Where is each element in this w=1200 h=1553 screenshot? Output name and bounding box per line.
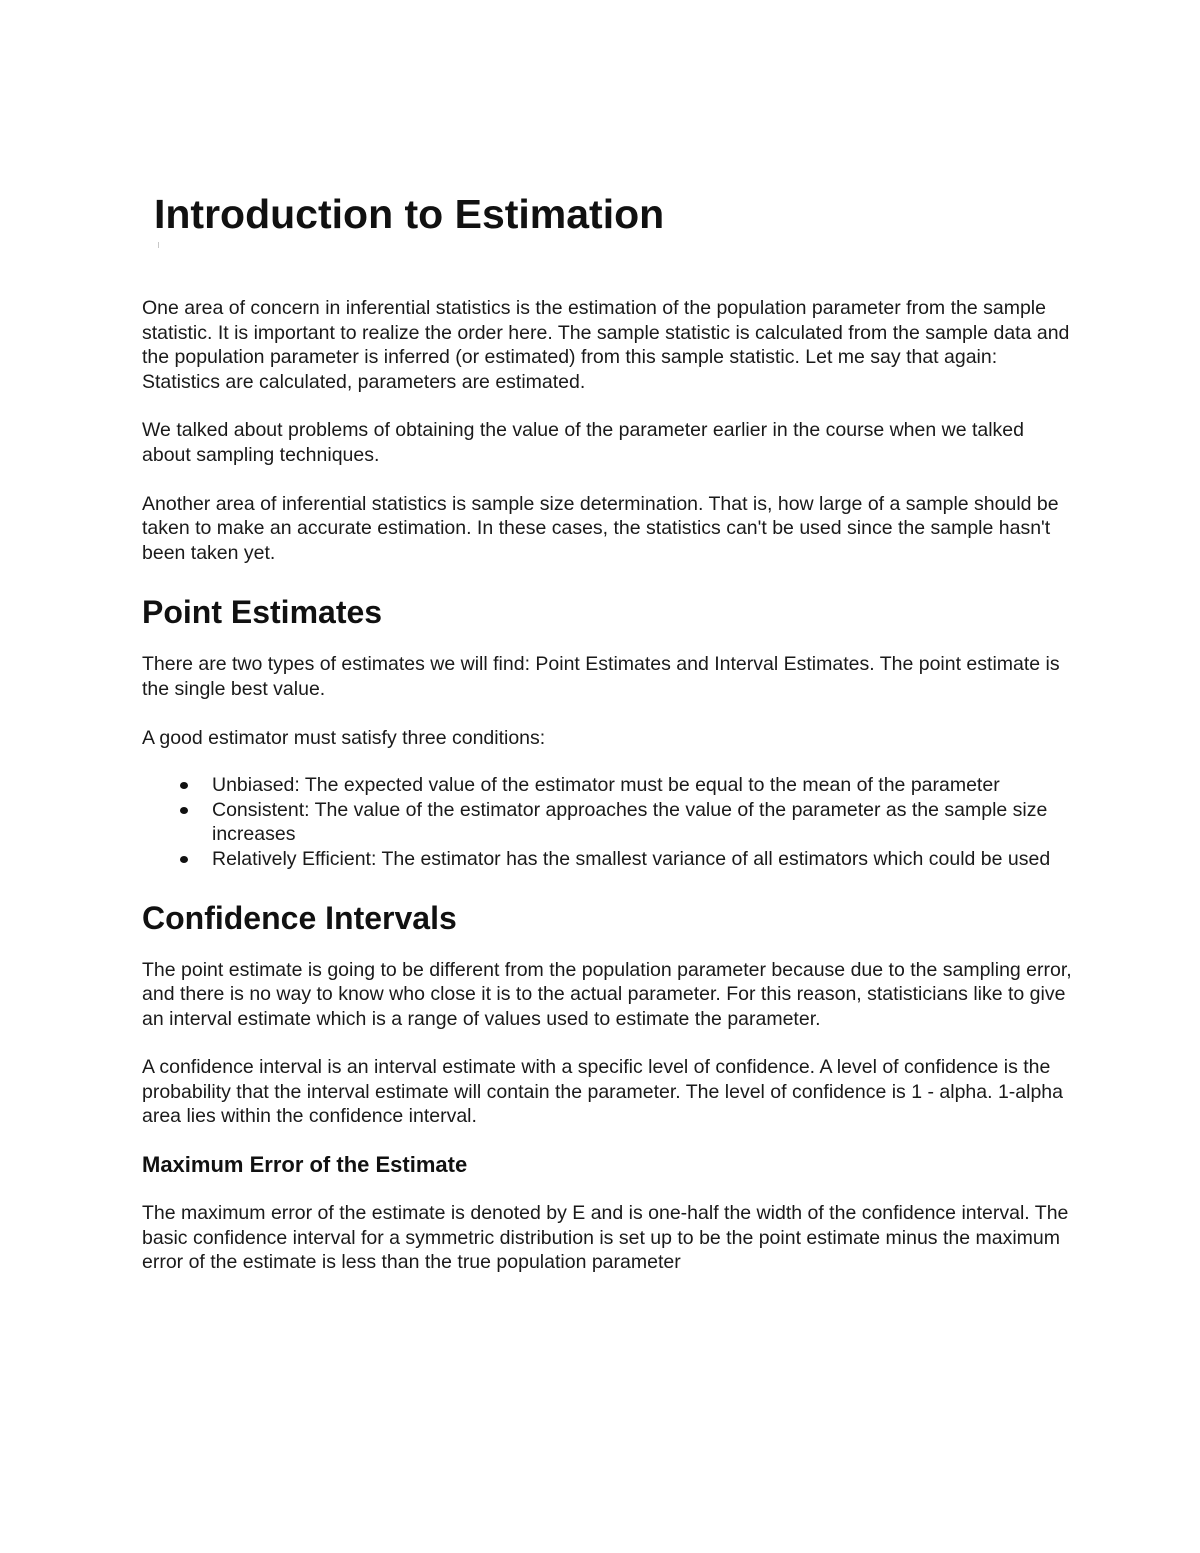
point-estimates-paragraph: A good estimator must satisfy three conditions: <box>142 726 546 749</box>
maximum-error-paragraph: The maximum error of the estimate is denoted by E and is one-half the width of the confidence interval. The basic confidence interval for a symmetric distribution is set up to be the point estimate minus the maximum error of the estimate is less than the true population parameter <box>142 1202 1069 1274</box>
list-item-text: Consistent: The value of the estimator approaches the value of the parameter as the sample size increases <box>212 798 1048 846</box>
confidence-intervals-paragraph: The point estimate is going to be different from the population parameter because due to the sampling error, and there is no way to know who close it is to the actual parameter. For this reason, statisticians like to give an interval estimate which is a range of values used to estimate the parameter. <box>142 958 1072 1030</box>
bullet-icon <box>180 782 188 789</box>
list-item-text: Unbiased: The expected value of the estimator must be equal to the mean of the parameter <box>212 774 1000 797</box>
confidence-intervals-paragraph: A confidence interval is an interval estimate with a specific level of confidence. A level of confidence is the probability that the interval estimate will contain the parameter. The level of confidence is 1 - alpha. 1-alpha area lies within the confidence interval. <box>142 1056 1063 1128</box>
intro-paragraph: One area of concern in inferential statistics is the estimation of the population parameter from the sample statistic. It is important to realize the order here. The sample statistic is calculated from the sample data and the population parameter is inferred (or estimated) from this sample statistic. Let me say that again: Statistics are calculated, parameters are estimated. <box>142 297 1070 393</box>
list-item <box>142 773 1072 798</box>
intro-paragraph: We talked about problems of obtaining the value of the parameter earlier in the course when we talked about sampling techniques. <box>142 419 1024 466</box>
document-title: Introduction to Estimation <box>154 191 665 237</box>
intro-paragraph: Another area of inferential statistics is sample size determination. That is, how large of a sample should be taken to make an accurate estimation. In these cases, the statistics can't be used since the sample hasn't been taken yet. <box>142 492 1059 564</box>
point-estimates-paragraph: There are two types of estimates we will find: Point Estimates and Interval Estimates. The point estimate is the single best value. <box>142 653 1060 700</box>
title-underline-mark <box>158 242 159 248</box>
estimator-conditions-list <box>142 773 1072 871</box>
document-body <box>142 188 1072 1275</box>
list-item <box>142 847 1072 872</box>
bullet-icon <box>180 856 188 863</box>
subsection-heading-maximum-error: Maximum Error of the Estimate <box>142 1152 468 1178</box>
section-heading-point-estimates: Point Estimates <box>142 594 383 631</box>
list-item <box>142 798 1072 847</box>
section-heading-confidence-intervals: Confidence Intervals <box>142 899 457 936</box>
bullet-icon <box>180 807 188 814</box>
list-item-text: Relatively Efficient: The estimator has the smallest variance of all estimators which could be used <box>212 847 1051 870</box>
